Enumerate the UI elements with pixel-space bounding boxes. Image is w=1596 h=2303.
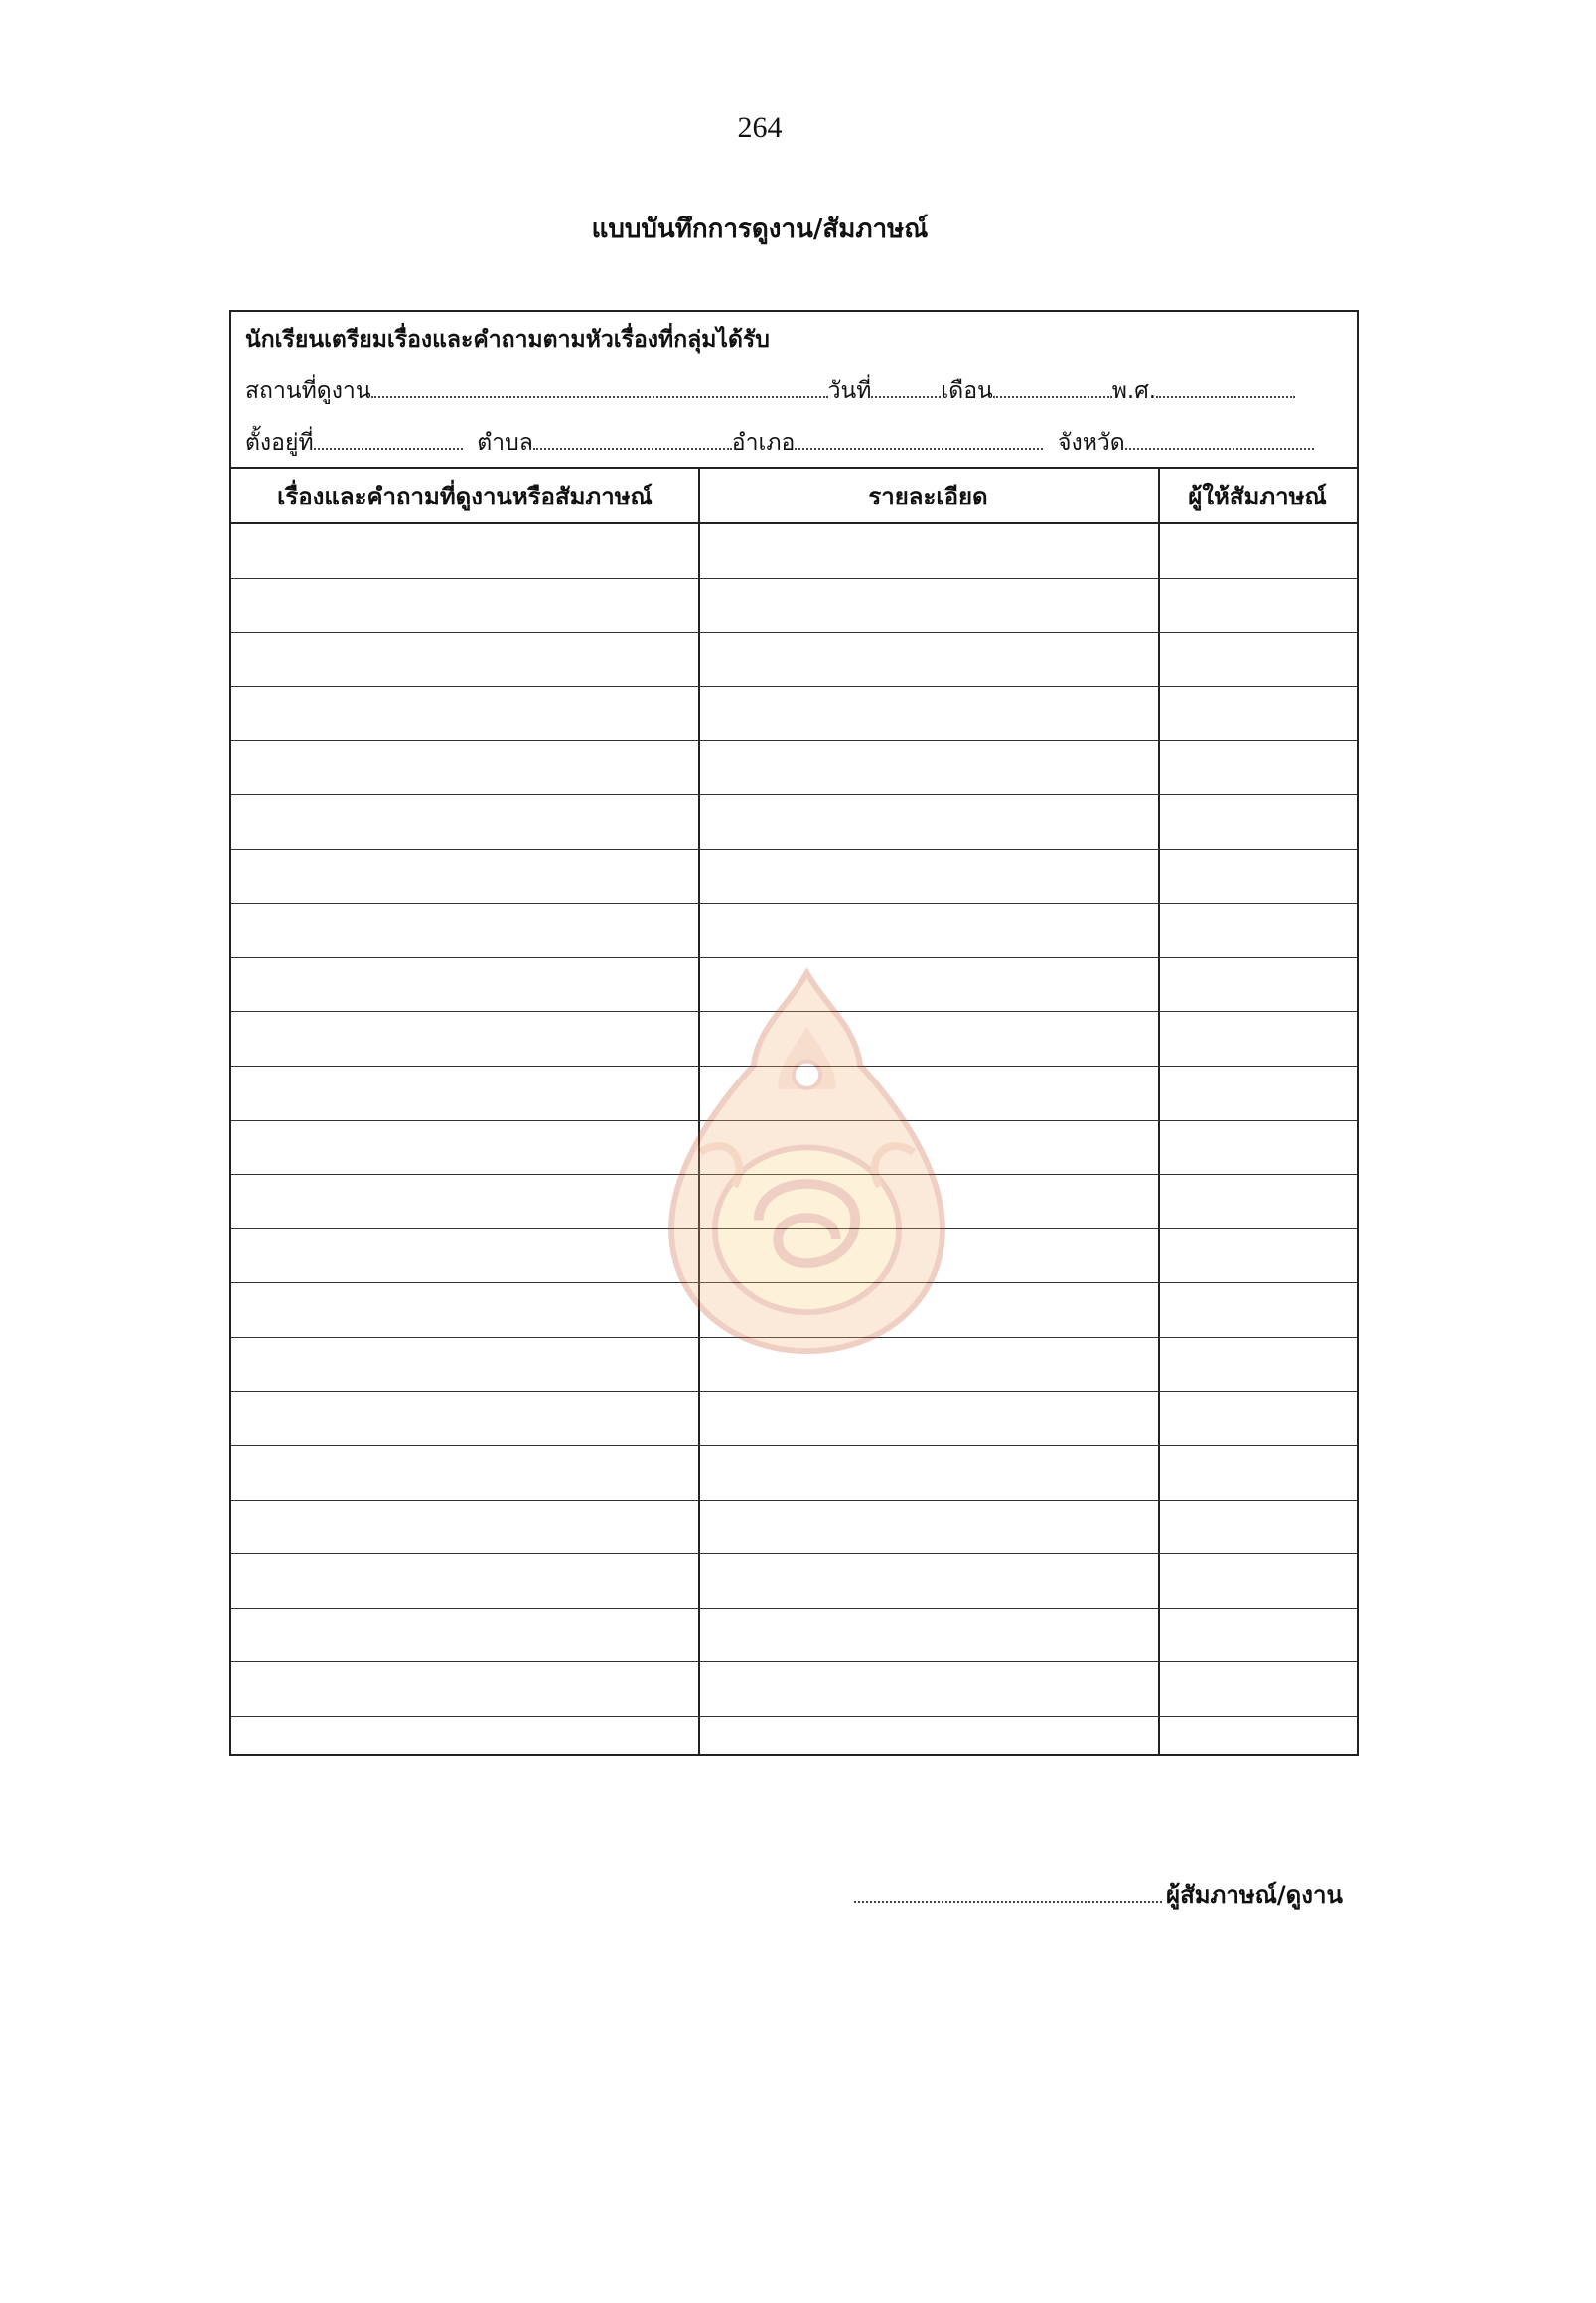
- table-row[interactable]: [231, 1283, 1357, 1338]
- table-row[interactable]: [231, 1717, 1357, 1772]
- table-row[interactable]: [231, 1067, 1357, 1121]
- column-header-interviewee: ผู้ให้สัมภาษณ์: [1158, 469, 1357, 524]
- table-row[interactable]: [231, 1229, 1357, 1284]
- table-row[interactable]: [231, 1662, 1357, 1717]
- form-intro: นักเรียนเตรียมเรื่องและคำถามตามหัวเรื่องที่กลุ่มได้รับ: [245, 327, 770, 353]
- table-row[interactable]: [231, 524, 1357, 579]
- table-row[interactable]: [231, 795, 1357, 850]
- table-row[interactable]: [231, 579, 1357, 634]
- table-row[interactable]: [231, 1446, 1357, 1501]
- table-row[interactable]: [231, 633, 1357, 687]
- page-number: 264: [737, 111, 783, 144]
- table-row[interactable]: [231, 1609, 1357, 1663]
- interview-record-form: [229, 310, 1359, 1756]
- date-field[interactable]: [871, 376, 941, 398]
- year-field[interactable]: [1156, 376, 1295, 398]
- date-label: วันที่: [827, 378, 872, 404]
- province-label: จังหวัด: [1058, 430, 1125, 456]
- subdistrict-field[interactable]: [533, 428, 732, 450]
- form-intro-line: [245, 322, 770, 358]
- table-row[interactable]: [231, 1175, 1357, 1229]
- form-header: [231, 312, 1357, 469]
- table-row[interactable]: [231, 1338, 1357, 1392]
- table-row[interactable]: [231, 1501, 1357, 1555]
- subdistrict-label: ตำบล: [477, 430, 533, 456]
- province-field[interactable]: [1125, 428, 1314, 450]
- signature-label: ผู้สัมภาษณ์/ดูงาน: [1166, 1881, 1343, 1909]
- district-label: อำเภอ: [731, 430, 796, 456]
- location-line: [245, 425, 1314, 461]
- table-row[interactable]: [231, 958, 1357, 1013]
- location-field[interactable]: [314, 428, 463, 450]
- location-label: ตั้งอยู่ที่: [245, 430, 314, 456]
- month-field[interactable]: [993, 376, 1112, 398]
- table-row[interactable]: [231, 1392, 1357, 1447]
- table-row[interactable]: [231, 1012, 1357, 1067]
- place-date-line: [245, 373, 1295, 409]
- signature-line: [854, 1875, 1343, 1914]
- district-field[interactable]: [795, 428, 1043, 450]
- table-row[interactable]: [231, 687, 1357, 742]
- column-header-details: รายละเอียด: [698, 469, 1158, 524]
- table-row[interactable]: [231, 904, 1357, 958]
- table-row[interactable]: [231, 1554, 1357, 1609]
- year-label: พ.ศ.: [1111, 378, 1157, 404]
- place-label: สถานที่ดูงาน: [245, 378, 371, 404]
- month-label: เดือน: [941, 378, 993, 404]
- signature-field[interactable]: [854, 1881, 1162, 1903]
- place-field[interactable]: [371, 376, 828, 398]
- column-header-topic: เรื่องและคำถามที่ดูงานหรือสัมภาษณ์: [231, 469, 698, 524]
- form-title: แบบบันทึกการดูงาน/สัมภาษณ์: [591, 215, 929, 244]
- table-row[interactable]: [231, 850, 1357, 905]
- table-row[interactable]: [231, 1121, 1357, 1176]
- table-row[interactable]: [231, 741, 1357, 795]
- form-rows: [231, 524, 1357, 1754]
